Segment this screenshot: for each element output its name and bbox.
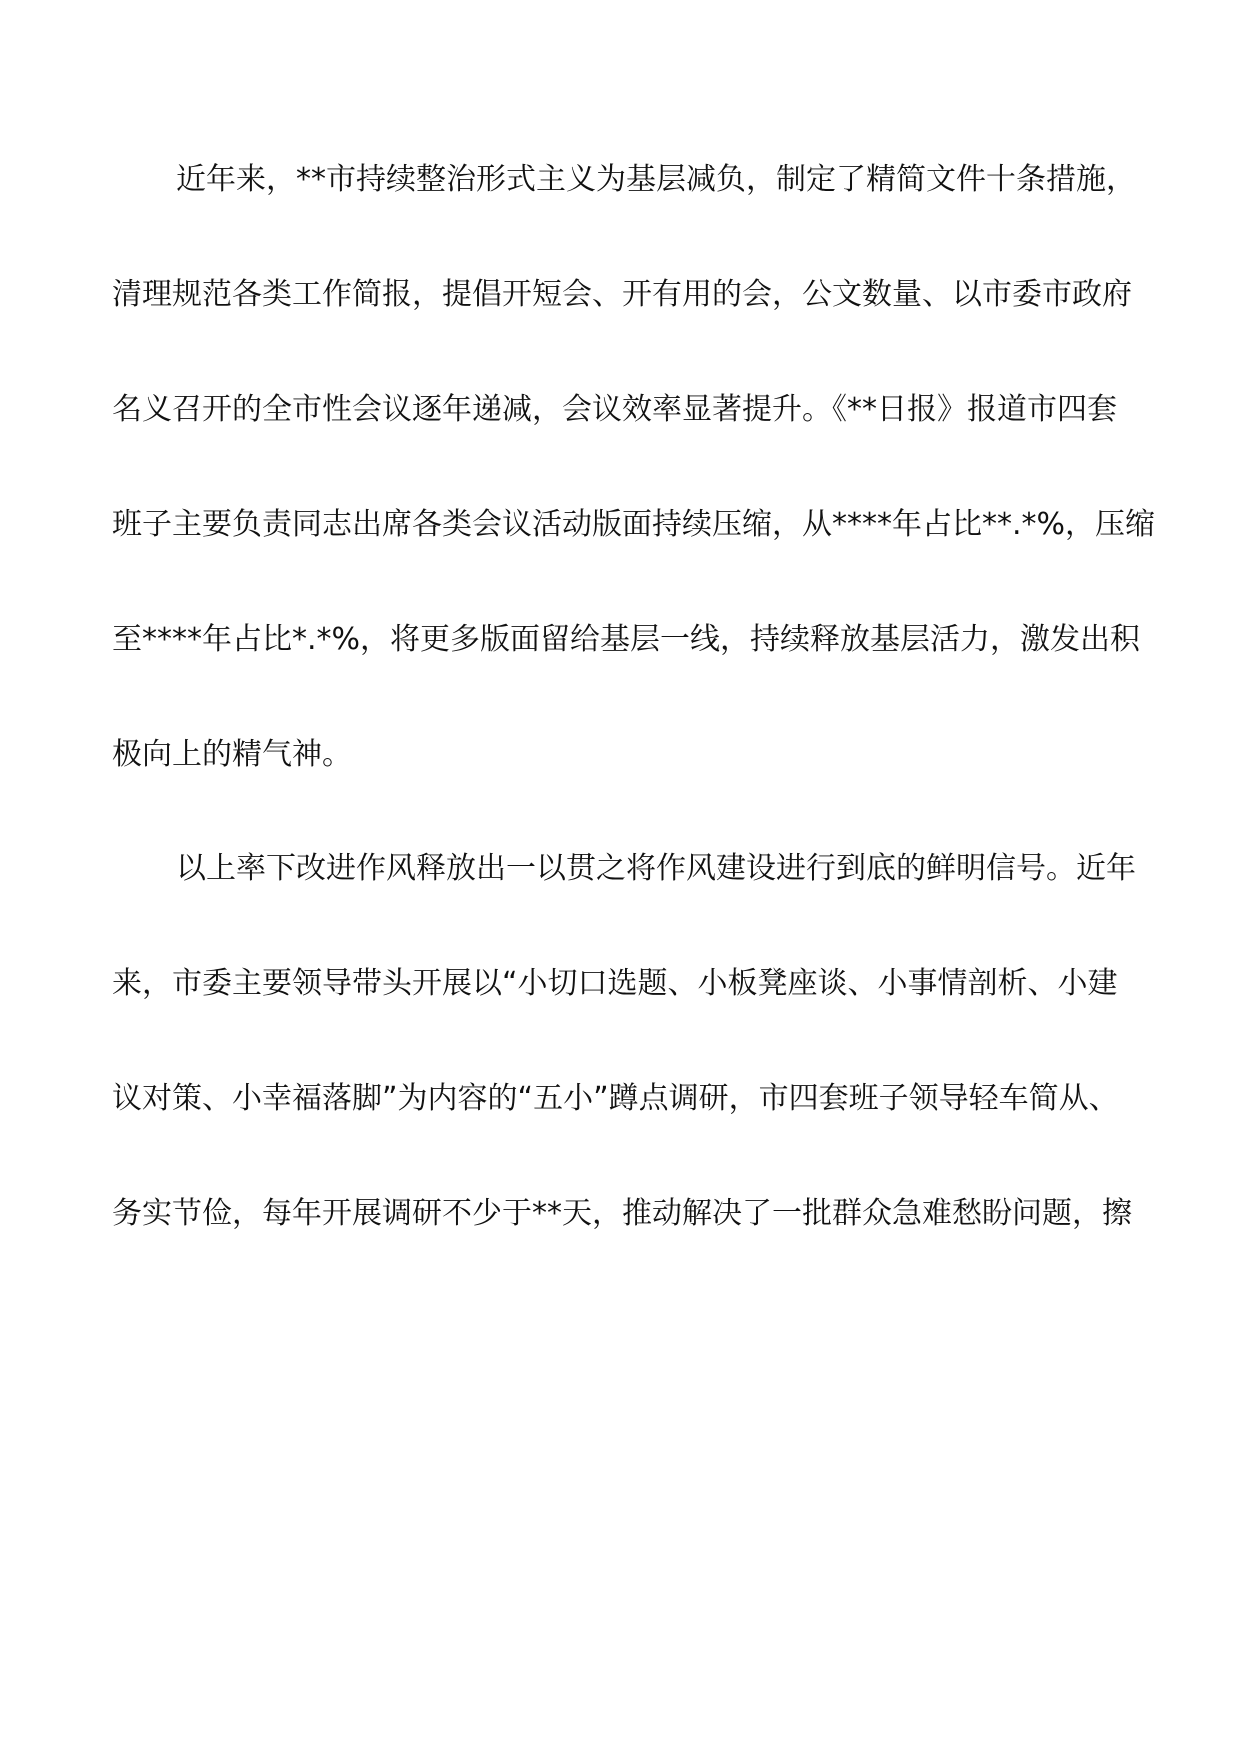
paragraph-2-line-2: 来，市委主要领导带头开展以“小切口选题、小板凳座谈、小事情剖析、小建: [112, 966, 1118, 1001]
paragraph-1-line-3: 名义召开的全市性会议逐年递减，会议效率显著提升。《**日报》报道市四套: [112, 392, 1117, 427]
paragraph-1-line-1: 近年来，**市持续整治形式主义为基层减负，制定了精简文件十条措施，: [176, 162, 1136, 197]
paragraph-2-line-4: 务实节俭，每年开展调研不少于**天，推动解决了一批群众急难愁盼问题，擦: [112, 1196, 1132, 1231]
paragraph-1-line-2: 清理规范各类工作简报，提倡开短会、开有用的会，公文数量、以市委市政府: [112, 277, 1132, 312]
paragraph-1-line-5: 至****年占比*.*%，将更多版面留给基层一线，持续释放基层活力，激发出积: [112, 622, 1141, 657]
paragraph-1-line-6: 极向上的精气神。: [112, 737, 352, 772]
paragraph-1-line-4: 班子主要负责同志出席各类会议活动版面持续压缩，从****年占比**.*%，压缩: [112, 507, 1156, 542]
paragraph-2-line-3: 议对策、小幸福落脚”为内容的“五小”蹲点调研，市四套班子领导轻车简从、: [112, 1081, 1119, 1116]
paragraph-2-line-1: 以上率下改进作风释放出一以贯之将作风建设进行到底的鲜明信号。近年: [176, 851, 1136, 886]
